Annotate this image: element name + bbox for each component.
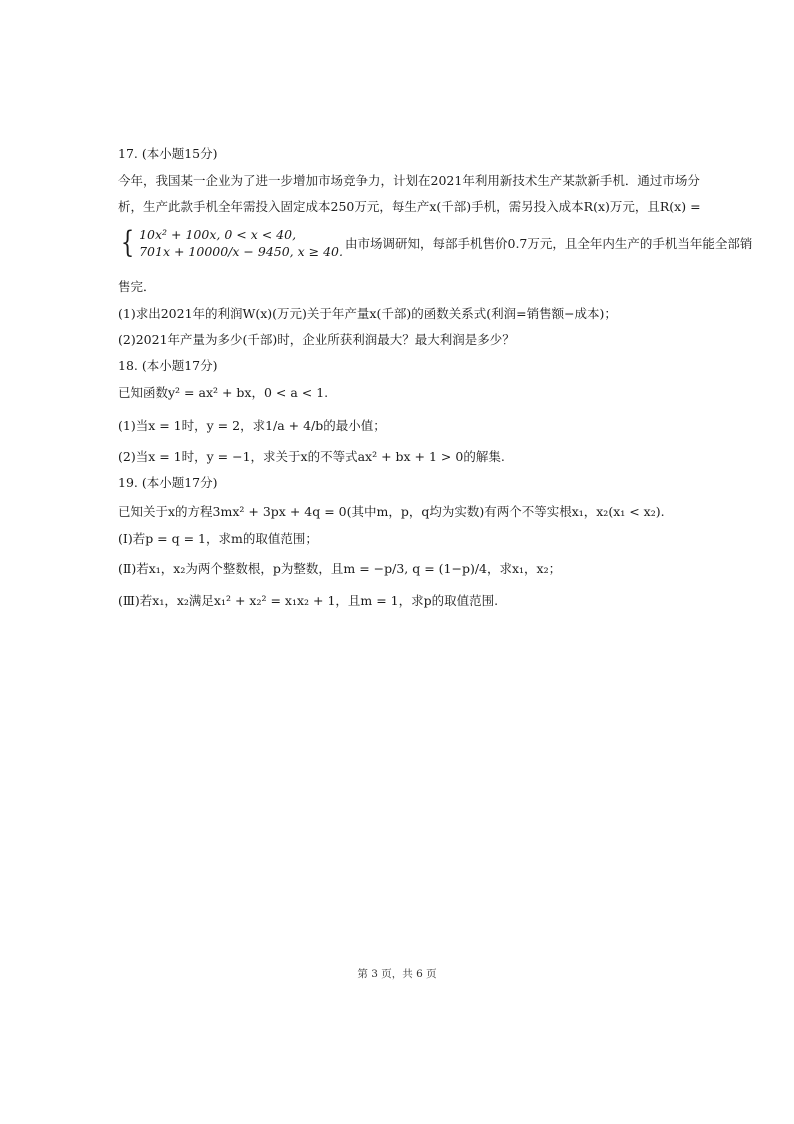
problem-17-heading: 17. (本小题15分) bbox=[118, 146, 218, 161]
problem-19-question-3: (Ⅲ)若x₁，x₂满足x₁² + x₂² = x₁x₂ + 1，且m = 1，求p的取值范围. bbox=[118, 593, 499, 608]
problem-19-heading: 19. (本小题17分) bbox=[118, 475, 218, 490]
piecewise-case-1: 10x² + 100x, 0 < x < 40, bbox=[139, 227, 297, 242]
page-footer: 第 3 页，共 6 页 bbox=[357, 968, 437, 980]
problem-19-question-1: (Ⅰ)若p = q = 1，求m的取值范围； bbox=[118, 531, 318, 546]
piecewise-cost-function bbox=[118, 226, 752, 260]
problem-17-text-line-3: 由市场调研知，每部手机售价0.7万元，且全年内生产的手机当年能全部销 bbox=[344, 236, 753, 251]
problem-17-text-line-1: 今年，我国某一企业为了进一步增加市场竞争力，计划在2021年利用新技术生产某款新手机．通过市场分 bbox=[118, 173, 700, 188]
problem-17-question-1: (1)求出2021年的利润W(x)(万元)关于年产量x(千部)的函数关系式(利润=销售额−成本)； bbox=[118, 306, 617, 321]
left-brace: { bbox=[120, 225, 135, 260]
problem-17-text-line-4: 售完． bbox=[118, 279, 156, 294]
problem-19-stem: 已知关于x的方程3mx² + 3px + 4q = 0(其中m，p，q均为实数)有两个不等实根x₁，x₂(x₁ < x₂). bbox=[118, 504, 665, 519]
problem-19-question-2: (Ⅱ)若x₁，x₂为两个整数根，p为整数，且m = −p/3, q = (1−p)/4，求x₁，x₂； bbox=[118, 561, 562, 576]
piecewise-cases bbox=[139, 226, 343, 260]
problem-17-text-line-2: 析，生产此款手机全年需投入固定成本250万元，每生产x(千部)手机，需另投入成本R(x)万元，且R(x) = bbox=[118, 199, 701, 214]
problem-18-stem: 已知函数y² = ax² + bx，0 < a < 1. bbox=[118, 385, 329, 400]
piecewise-case-2: 701x + 10000/x − 9450, x ≥ 40. bbox=[139, 244, 343, 259]
problem-18-question-1: (1)当x = 1时，y = 2，求1/a + 4/b的最小值； bbox=[118, 418, 386, 433]
problem-17-question-2: (2)2021年产量为多少(千部)时，企业所获利润最大？最大利润是多少？ bbox=[118, 332, 515, 347]
problem-18-question-2: (2)当x = 1时，y = −1，求关于x的不等式ax² + bx + 1 > 0的解集. bbox=[118, 449, 505, 464]
problem-18-heading: 18. (本小题17分) bbox=[118, 358, 218, 373]
